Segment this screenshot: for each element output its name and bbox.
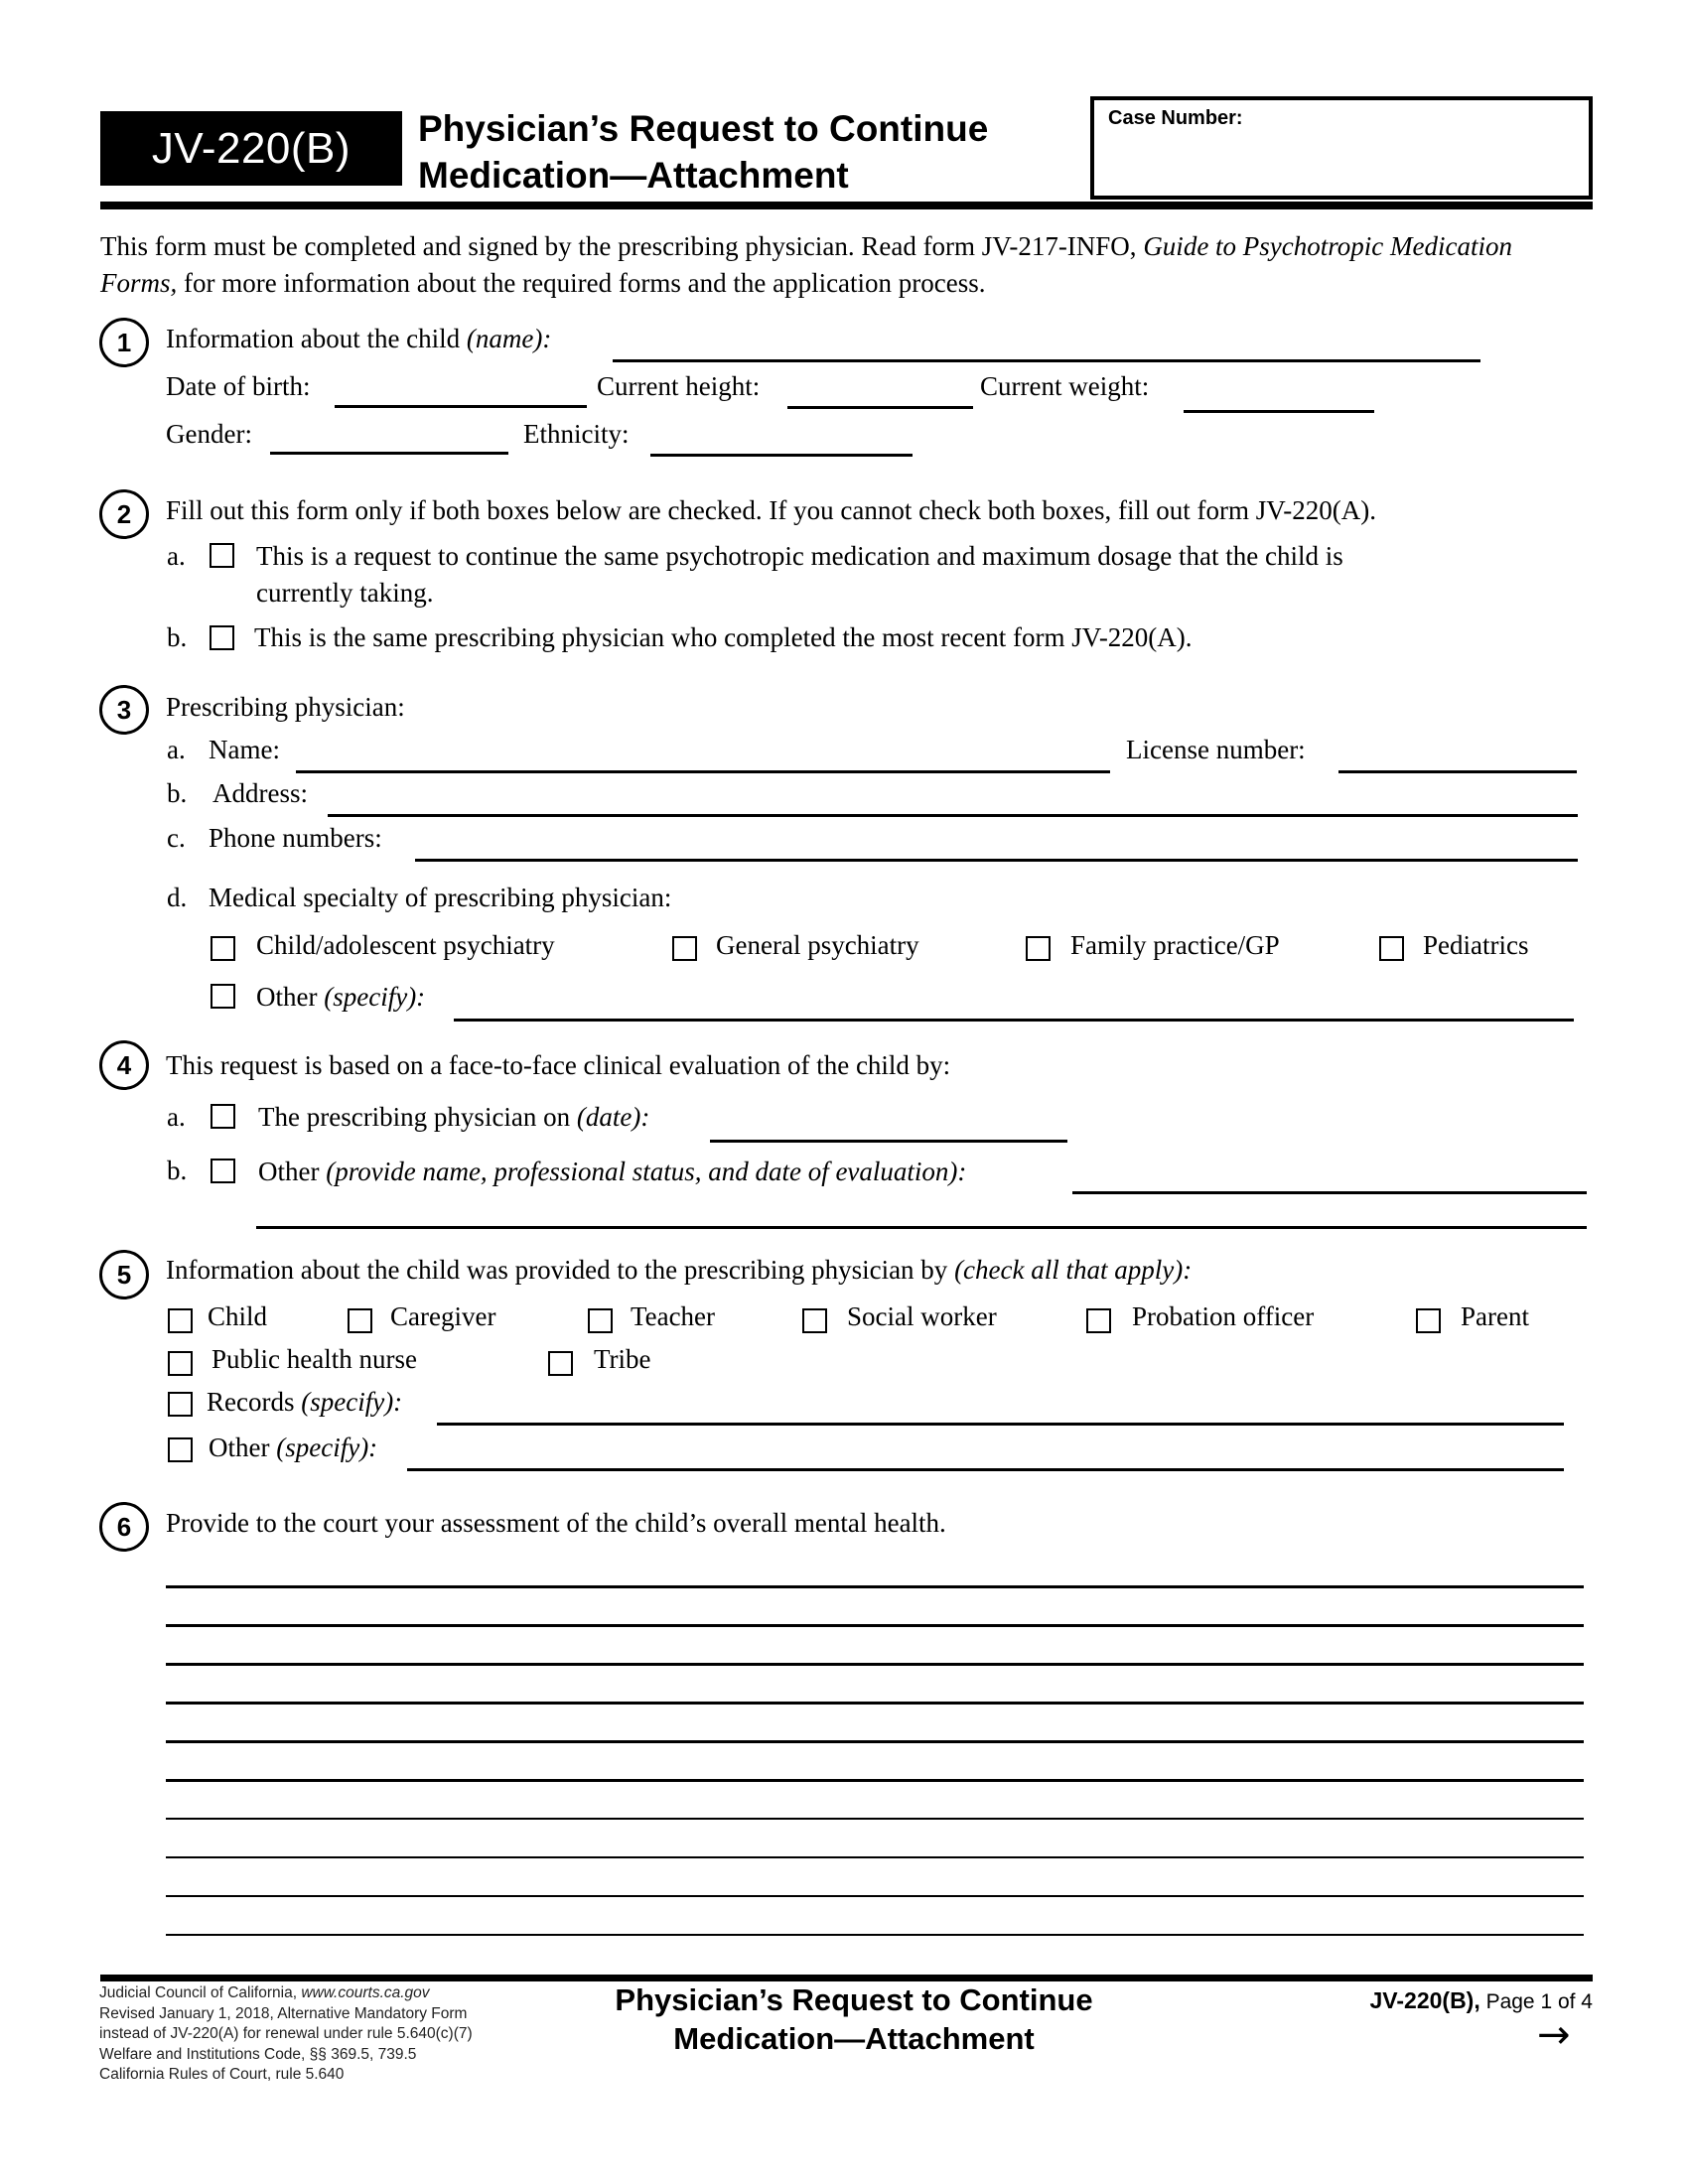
weight-input[interactable] <box>1184 410 1374 413</box>
weight-label: Current weight: <box>980 371 1150 401</box>
source-option-label: Caregiver <box>390 1301 496 1331</box>
child-name-input[interactable] <box>613 359 1480 362</box>
checkbox-parent[interactable] <box>1416 1308 1441 1333</box>
section-6-label: Provide to the court your assessment of the child’s overall mental health. <box>166 1508 946 1538</box>
item-4b-letter: b. <box>167 1156 188 1185</box>
phone-numbers-input[interactable] <box>415 859 1578 862</box>
item-3b-letter: b. <box>167 778 188 808</box>
assessment-line[interactable] <box>166 1818 1584 1820</box>
license-number-input[interactable] <box>1338 770 1577 773</box>
form-title-line2: Medication—Attachment <box>418 155 849 196</box>
height-input[interactable] <box>787 406 973 409</box>
section-4-number: 4 <box>99 1040 149 1090</box>
checkbox-teacher[interactable] <box>588 1308 613 1333</box>
checkbox-child-adolescent-psychiatry[interactable] <box>211 936 235 961</box>
item-2b-letter: b. <box>167 622 188 652</box>
section-5-number: 5 <box>99 1250 149 1299</box>
section-3-number: 3 <box>99 685 149 735</box>
ethnicity-input[interactable] <box>650 454 913 457</box>
checkbox-4a[interactable] <box>211 1104 235 1129</box>
label-italic: (check all that apply): <box>954 1255 1193 1285</box>
item-2a-text: This is a request to continue the same psychotropic medication and maximum dosage that the child is <box>256 541 1343 571</box>
other-evaluator-input[interactable] <box>1072 1191 1587 1194</box>
intro-paragraph <box>100 228 1590 302</box>
assessment-line[interactable] <box>166 1585 1584 1588</box>
label-italic: (specify): <box>324 982 426 1012</box>
specialty-option-label: Family practice/GP <box>1070 930 1280 960</box>
source-option-label: Social worker <box>847 1301 997 1331</box>
source-option-label: Parent <box>1461 1301 1529 1331</box>
page-number: Page 1 of 4 <box>1479 1990 1593 2013</box>
physician-name-label: Name: <box>209 735 280 764</box>
dob-label: Date of birth: <box>166 371 311 401</box>
form-id-badge: JV-220(B) <box>100 111 402 186</box>
label-italic: (name): <box>466 324 552 353</box>
section-3-label: Prescribing physician: <box>166 692 405 722</box>
case-number-field[interactable] <box>1090 96 1593 200</box>
assessment-line[interactable] <box>166 1663 1584 1666</box>
source-option-label: Probation officer <box>1132 1301 1315 1331</box>
label-italic: (specify): <box>301 1387 403 1417</box>
footer-form-ref: JV-220(B), <box>1369 1987 1480 2013</box>
other-source-input[interactable] <box>407 1468 1564 1471</box>
checkbox-2a[interactable] <box>210 543 234 568</box>
section-5-label <box>166 1255 1192 1286</box>
checkbox-caregiver[interactable] <box>348 1308 372 1333</box>
other-evaluator-input-line2[interactable] <box>256 1226 1587 1229</box>
label-italic: (specify): <box>276 1433 378 1462</box>
source-option-label: Child <box>208 1301 268 1331</box>
footer-title <box>556 1980 1152 2058</box>
checkbox-other-source[interactable] <box>168 1437 193 1462</box>
specialty-option-label: General psychiatry <box>716 930 919 960</box>
label-text: Other <box>258 1157 327 1186</box>
footer-line: Revised January 1, 2018, Alternative Mandatory Form <box>99 2004 468 2022</box>
case-number-label: Case Number: <box>1108 107 1243 129</box>
phone-numbers-label: Phone numbers: <box>209 823 382 853</box>
records-label <box>207 1387 402 1418</box>
checkbox-family-practice[interactable] <box>1026 936 1051 961</box>
assessment-line[interactable] <box>166 1779 1584 1782</box>
label-text: Other <box>209 1433 277 1462</box>
label-text: Records <box>207 1387 302 1417</box>
checkbox-pediatrics[interactable] <box>1379 936 1404 961</box>
item-2a-text-cont: currently taking. <box>256 578 434 608</box>
item-3d-letter: d. <box>167 883 188 912</box>
checkbox-4b[interactable] <box>211 1159 235 1183</box>
footer-text: Judicial Council of California, <box>99 1984 302 2001</box>
ethnicity-label: Ethnicity: <box>523 419 630 449</box>
label-italic: (date): <box>576 1102 650 1132</box>
gender-input[interactable] <box>270 452 508 455</box>
checkbox-2b[interactable] <box>210 625 234 650</box>
checkbox-records[interactable] <box>168 1392 193 1417</box>
footer-legal-info <box>99 1983 473 2086</box>
assessment-line[interactable] <box>166 1856 1584 1858</box>
checkbox-child[interactable] <box>168 1308 193 1333</box>
other-specialty-input[interactable] <box>454 1019 1574 1022</box>
other-source-label <box>209 1433 377 1463</box>
intro-guide-title: Guide to Psychotropic Medication Forms, <box>100 231 1512 298</box>
courts-website-link[interactable]: www.courts.ca.gov <box>301 1984 430 2001</box>
specialty-label: Medical specialty of prescribing physician: <box>209 883 672 912</box>
assessment-line[interactable] <box>166 1702 1584 1705</box>
source-option-label: Teacher <box>631 1301 716 1331</box>
intro-text-end: for more information about the required forms and the application process. <box>177 268 986 298</box>
label-text: Information about the child was provided to the prescribing physician by <box>166 1255 955 1285</box>
section-2-instructions: Fill out this form only if both boxes below are checked. If you cannot check both boxes, fill out form JV-220(A). <box>166 495 1377 525</box>
section-1-number: 1 <box>99 318 149 367</box>
footer-title-line2: Medication—Attachment <box>673 2021 1035 2056</box>
specialty-option-label: Child/adolescent psychiatry <box>256 930 555 960</box>
item-4a-label <box>258 1102 649 1133</box>
item-2b-text: This is the same prescribing physician who completed the most recent form JV-220(A). <box>254 622 1193 652</box>
assessment-line[interactable] <box>166 1895 1584 1897</box>
child-name-label <box>166 324 551 354</box>
height-label: Current height: <box>597 371 761 401</box>
physician-name-input[interactable] <box>296 770 1110 773</box>
section-4-label: This request is based on a face-to-face clinical evaluation of the child by: <box>166 1050 951 1080</box>
label-text: Information about the child <box>166 324 467 353</box>
dob-input[interactable] <box>335 405 587 408</box>
label-text: Other <box>256 982 325 1012</box>
item-4a-letter: a. <box>167 1102 186 1132</box>
specialty-option-label: Pediatrics <box>1423 930 1529 960</box>
checkbox-tribe[interactable] <box>548 1351 573 1376</box>
item-2a-letter: a. <box>167 541 186 571</box>
address-label: Address: <box>212 778 308 808</box>
source-option-label: Tribe <box>594 1344 651 1374</box>
license-number-label: License number: <box>1126 735 1306 764</box>
checkbox-social-worker[interactable] <box>802 1308 827 1333</box>
footer-title-line1: Physician’s Request to Continue <box>615 1982 1093 2017</box>
section-6-number: 6 <box>99 1502 149 1552</box>
gender-label: Gender: <box>166 419 252 449</box>
footer-line <box>99 1983 473 2004</box>
checkbox-public-health-nurse[interactable] <box>168 1351 193 1376</box>
form-title <box>418 105 988 199</box>
assessment-line[interactable] <box>166 1740 1584 1743</box>
footer-line: California Rules of Court, rule 5.640 <box>99 2066 345 2083</box>
label-italic: (provide name, professional status, and date of evaluation): <box>326 1157 967 1186</box>
assessment-line[interactable] <box>166 1624 1584 1627</box>
footer-line: instead of JV-220(A) for renewal under rule 5.640(c)(7) <box>99 2025 473 2042</box>
records-input[interactable] <box>437 1423 1564 1426</box>
other-specialty-label <box>256 982 425 1013</box>
item-3c-letter: c. <box>167 823 186 853</box>
item-3a-letter: a. <box>167 735 186 764</box>
source-option-label: Public health nurse <box>211 1344 417 1374</box>
checkbox-probation-officer[interactable] <box>1086 1308 1111 1333</box>
assessment-line[interactable] <box>166 1934 1584 1936</box>
item-4b-label <box>258 1157 966 1187</box>
evaluation-date-input[interactable] <box>710 1140 1067 1143</box>
header-divider <box>100 202 1593 209</box>
section-2-number: 2 <box>99 489 149 539</box>
form-title-line1: Physician’s Request to Continue <box>418 108 989 149</box>
address-input[interactable] <box>328 814 1578 817</box>
footer-line: Welfare and Institutions Code, §§ 369.5, 739.5 <box>99 2045 417 2063</box>
page-indicator <box>1370 1987 1593 2014</box>
intro-text: This form must be completed and signed by the prescribing physician. Read form JV-217-INFO, <box>100 231 1144 261</box>
checkbox-general-psychiatry[interactable] <box>672 936 697 961</box>
label-text: The prescribing physician on <box>258 1102 577 1132</box>
next-page-arrow-icon[interactable]: → <box>1537 2012 1571 2058</box>
checkbox-other-specialty[interactable] <box>211 984 235 1009</box>
